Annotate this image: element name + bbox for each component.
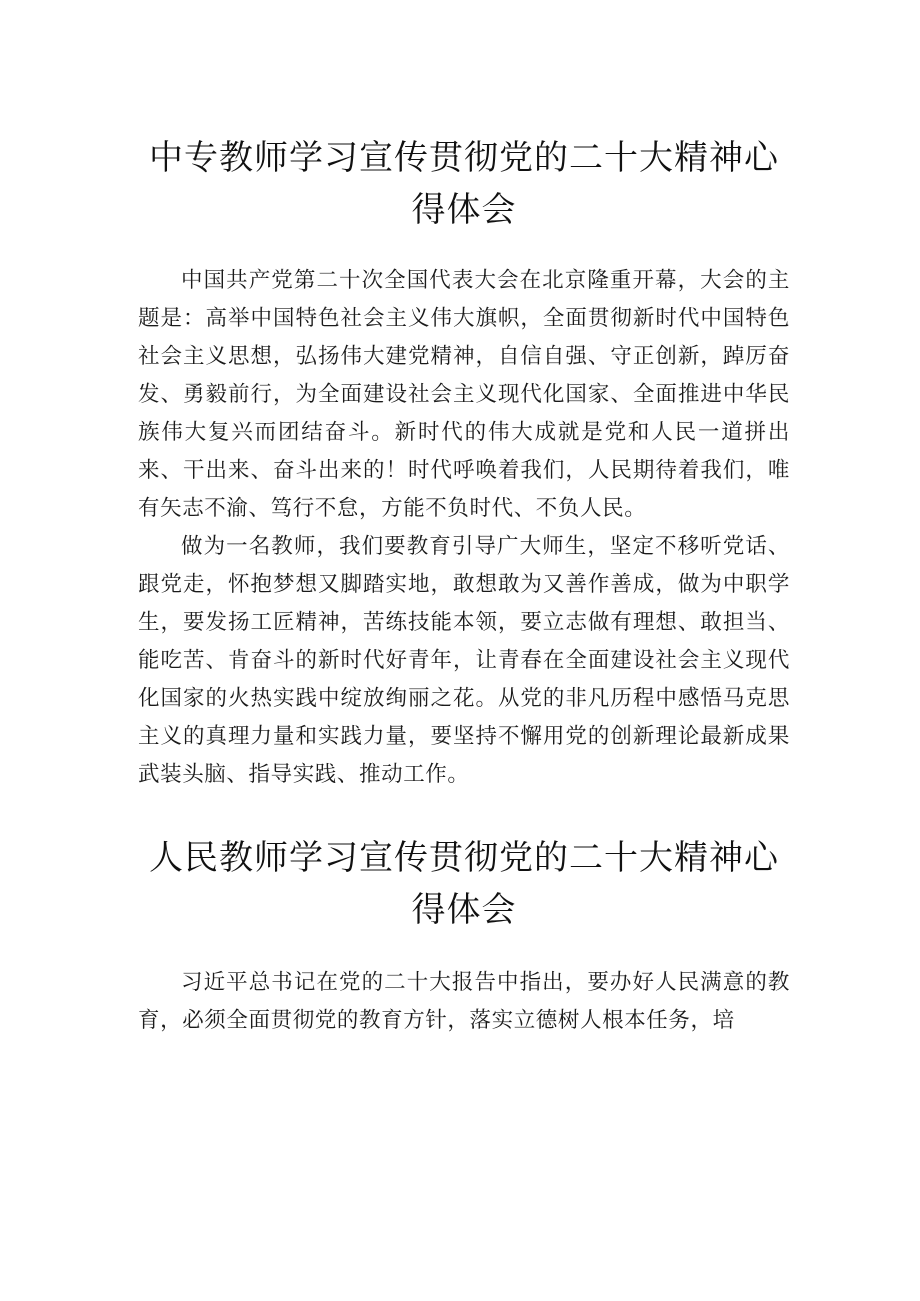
section-1-paragraph-2: 做为一名教师，我们要教育引导广大师生，坚定不移听党话、跟党走，怀抱梦想又脚踏实地，敢想敢为又善作善成，做为中职学生，要发扬工匠精神，苦练技能本领，要立志做有理想、敢担当、能吃苦、肯奋斗的新时代好青年，让青春在全面建设社会主义现代化国家的火热实践中绽放绚丽之花。从党的非凡历程中感悟马克思主义的真理力量和实践力量，要坚持不懈用党的创新理论最新成果武装头脑、指导实践、推动工作。 <box>138 534 790 787</box>
section-2-title-line-2: 得体会 <box>411 890 517 930</box>
section-2-paragraph-1: 习近平总书记在党的二十大报告中指出，要办好人民满意的教育，必须全面贯彻党的教育方针，落实立德树人根本任务，培 <box>138 970 790 1033</box>
section-1-title-line-2: 得体会 <box>411 190 517 230</box>
section-2-title-line-1: 人民教师学习宣传贯彻党的二十大精神心 <box>149 838 779 878</box>
section-2-title <box>138 832 790 936</box>
section-1-paragraph-1: 中国共产党第二十次全国代表大会在北京隆重开幕，大会的主题是：高举中国特色社会主义伟大旗帜，全面贯彻新时代中国特色社会主义思想，弘扬伟大建党精神，自信自强、守正创新，踔厉奋发、勇毅前行，为全面建设社会主义现代化国家、全面推进中华民族伟大复兴而团结奋斗。新时代的伟大成就是党和人民一道拼出来、干出来、奋斗出来的！时代呼唤着我们，人民期待着我们，唯有矢志不渝、笃行不怠，方能不负时代、不负人民。 <box>138 268 790 521</box>
section-1-title-line-1: 中专教师学习宣传贯彻党的二十大精神心 <box>149 138 779 178</box>
section-1-title <box>138 132 790 236</box>
document-content <box>138 0 790 1040</box>
